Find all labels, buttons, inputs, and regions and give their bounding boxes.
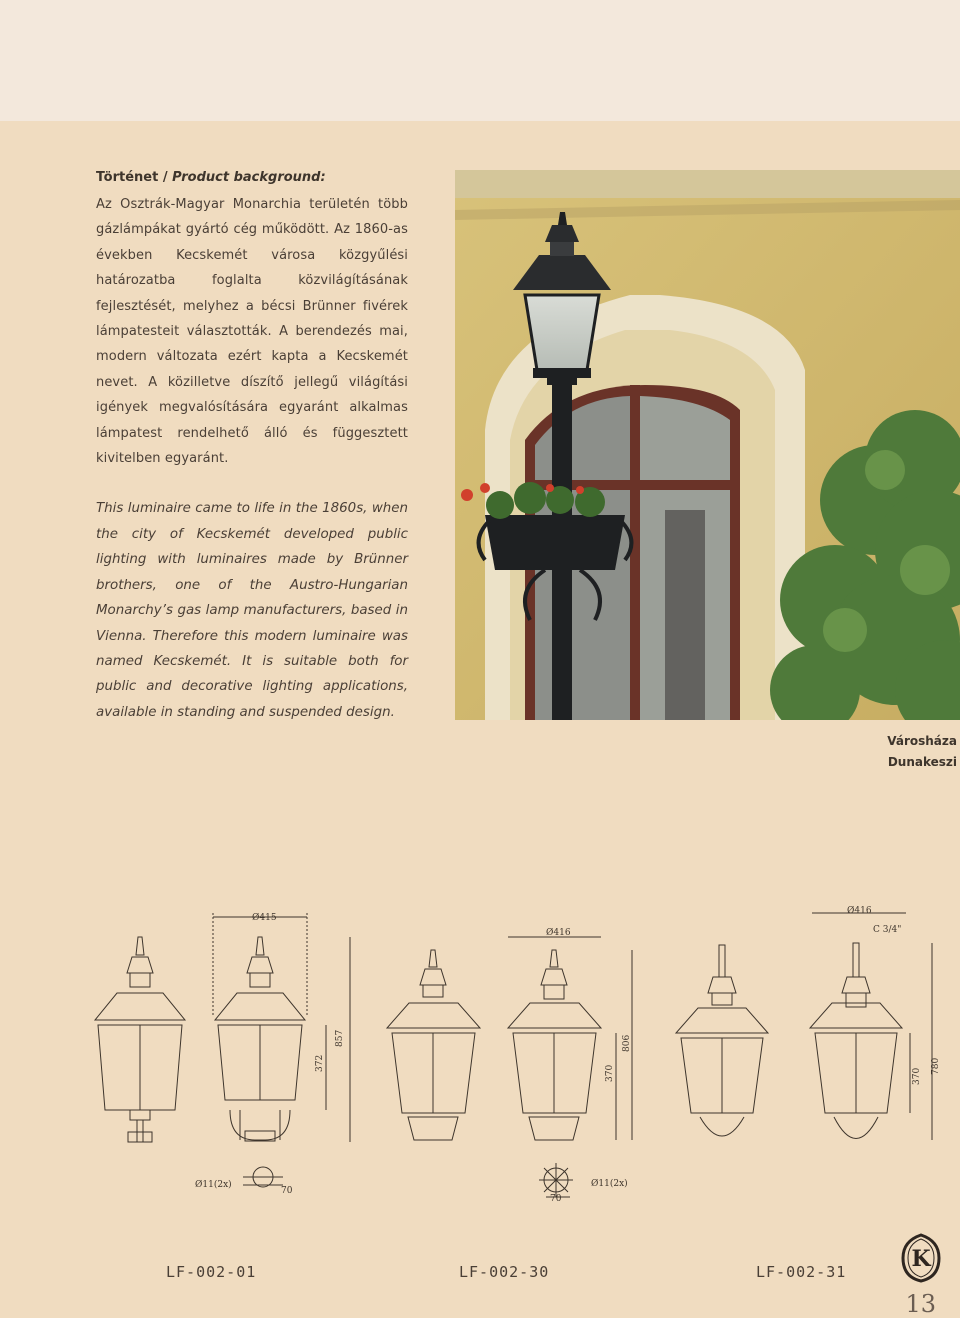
lamp-drawing-1 bbox=[95, 937, 185, 1142]
top-band bbox=[0, 0, 960, 121]
dim-diameter-416-b: Ø416 bbox=[847, 906, 872, 916]
brand-logo bbox=[899, 1233, 943, 1283]
caption-location: Városháza bbox=[887, 734, 957, 748]
dim-hole-1: Ø11(2x) bbox=[195, 1180, 232, 1190]
dim-height-370-b: 370 bbox=[912, 1067, 922, 1085]
dim-height-857: 857 bbox=[335, 1029, 345, 1047]
hungarian-paragraph: Az Osztrák-Magyar Monarchia területén több gázlámpákat gyártó cég működött. Az 1860-as években Kecskemét városa közgyűlési határozatba foglalta közvilágításának fejlesztését, melyhez a bécsi Brünner fivérek lámpatesteit választották. A berendezés mai, modern változata ezért kapta a Kecskemét nevet. A közilletve díszítő jellegű világítási igények megvalósítására egyaránt alkalmas lámpatest rendelhető álló és függesztett kivitelben egyaránt. bbox=[96, 197, 408, 467]
dim-diameter-416-a: Ø416 bbox=[546, 928, 571, 938]
lamp-drawing-2 bbox=[215, 937, 305, 1141]
section-heading bbox=[96, 165, 408, 190]
heading-hungarian: Történet / bbox=[96, 170, 173, 185]
lamp-drawing-3 bbox=[387, 950, 480, 1140]
street-lamp-photo bbox=[455, 170, 960, 720]
dim-height-806: 806 bbox=[622, 1034, 632, 1052]
photo-caption bbox=[887, 731, 957, 773]
dim-height-780: 780 bbox=[931, 1057, 941, 1075]
model-code-1: LF-002-01 bbox=[166, 1263, 257, 1281]
text-column bbox=[96, 165, 408, 725]
lamp-drawing-5 bbox=[676, 945, 768, 1136]
dim-width-70-a: 70 bbox=[281, 1186, 293, 1196]
model-code-3: LF-002-31 bbox=[756, 1263, 847, 1281]
technical-drawings bbox=[80, 895, 960, 1215]
english-paragraph: This luminaire came to life in the 1860s, when the city of Kecskemét developed public lighting with luminaires made by Brünner brothers, one of the Austro-Hungarian Monarchy’s gas lamp manufacturers, based in Vienna. Therefore this modern luminaire was named Kecskemét. It is suitable both for public and decorative lighting applications, available in standing and suspended design. bbox=[96, 501, 408, 720]
page-number: 13 bbox=[905, 1290, 936, 1318]
dim-thread: C 3/4" bbox=[873, 925, 902, 935]
lamp-drawing-6 bbox=[810, 943, 902, 1139]
caption-city: Dunakeszi bbox=[887, 755, 957, 769]
dim-diameter-415: Ø415 bbox=[252, 913, 277, 923]
dim-hole-2: Ø11(2x) bbox=[591, 1179, 628, 1189]
dim-height-370-a: 370 bbox=[605, 1064, 615, 1082]
heading-english: Product background: bbox=[172, 170, 326, 185]
dim-width-70-b: 70 bbox=[550, 1194, 562, 1204]
model-code-2: LF-002-30 bbox=[459, 1263, 550, 1281]
lamp-drawing-4 bbox=[508, 950, 601, 1140]
dim-height-372: 372 bbox=[315, 1054, 325, 1072]
logo-letter: K bbox=[911, 1246, 931, 1272]
